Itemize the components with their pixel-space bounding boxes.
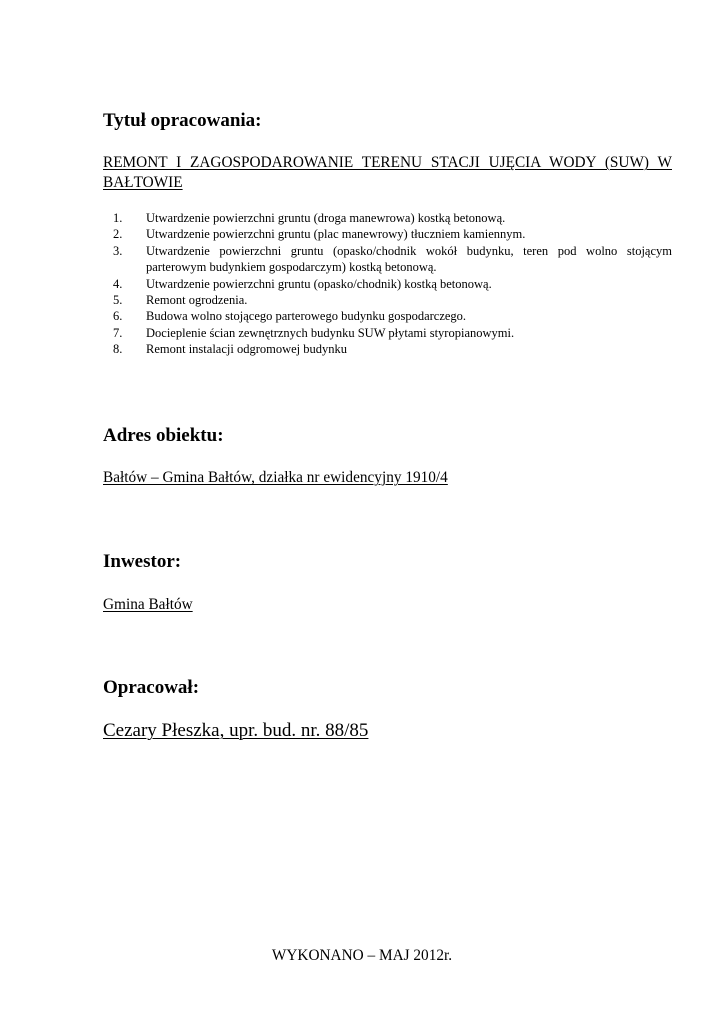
list-item [103,308,672,324]
list-item-text: Remont instalacji odgromowej budynku [146,342,348,357]
list-item [103,292,672,308]
investor-heading: Inwestor: [103,551,182,572]
list-item [103,226,672,242]
list-item [103,325,672,341]
list-item [103,276,672,292]
list-item-number: 1. [113,211,123,225]
list-item-number: 4. [113,276,123,291]
list-item [103,210,672,226]
list-item-text: Utwardzenie powierzchni gruntu (opasko/chodnik wokół budynku, teren pod wolno stojącym parterowym budynkiem gospodarczym) kostką betonową. [146,243,672,275]
list-item-number: 7. [113,325,123,340]
list-item [103,341,672,357]
address-heading: Adres obiektu: [103,425,224,446]
investor-text: Gmina Bałtów [103,596,193,613]
list-item-text: Utwardzenie powierzchni gruntu (plac manewrowy) tłuczniem kamiennym. [146,227,526,242]
list-item-number: 6. [113,309,123,324]
list-item-text: Remont ogrodzenia. [146,293,248,308]
list-item-text: Utwardzenie powierzchni gruntu (opasko/chodnik) kostką betonową. [146,276,492,291]
address-text: Bałtów – Gmina Bałtów, działka nr ewidencyjny 1910/4 [103,469,448,486]
author-heading: Opracował: [103,677,200,698]
title-heading: Tytuł opracowania: [103,110,262,131]
list-item [103,243,672,276]
list-item-number: 5. [113,293,123,308]
list-item-text: Budowa wolno stojącego parterowego budynku gospodarczego. [146,309,467,324]
project-title: REMONT I ZAGOSPODAROWANIE TERENU STACJI UJĘCIA WODY (SUW) W BAŁTOWIE [103,154,672,191]
list-item-number: 8. [113,342,123,357]
completion-date: WYKONANO – MAJ 2012r. [271,947,453,964]
list-item-text: Docieplenie ścian zewnętrznych budynku SUW płytami styropianowymi. [146,325,515,340]
list-item-number: 2. [113,227,123,242]
list-item-number: 3. [113,243,123,258]
author-text: Cezary Płeszka, upr. bud. nr. 88/85 [103,720,369,741]
list-item-text: Utwardzenie powierzchni gruntu (droga manewrowa) kostką betonową. [146,211,506,225]
task-list [103,210,672,358]
